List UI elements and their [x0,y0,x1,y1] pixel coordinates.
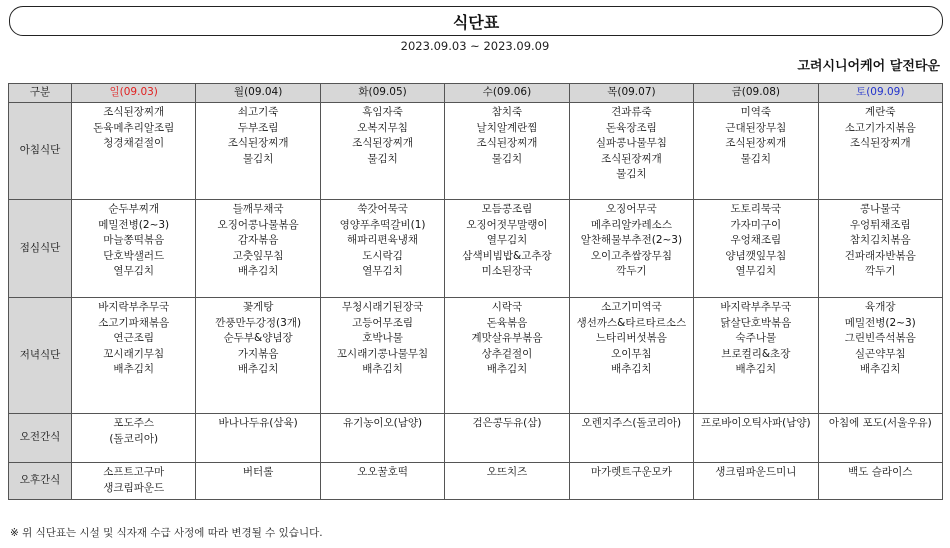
menu-item: 우엉채조림 [730,234,782,246]
menu-cell [818,414,942,463]
menu-cell [445,103,569,200]
menu-item: 조식된장찌개 [849,137,911,149]
menu-item: 돈육장조림 [606,121,657,134]
menu-item: 배추김치 [237,363,279,375]
menu-item: 순두부찌개 [108,203,160,215]
meal-label: 저녁식단 [9,298,72,414]
menu-item: 조식된장찌개 [600,152,662,165]
menu-cell [694,414,818,463]
menu-item: 상추겉절이 [481,347,533,360]
menu-cell [694,298,818,414]
menu-item: 숙주나물 [735,332,777,344]
menu-item: 계란죽 [865,106,896,118]
menu-item: 생크림파운드미니 [715,466,797,478]
menu-item: 도토리묵국 [730,203,782,215]
menu-item: 미역죽 [740,106,772,118]
menu-item: 물김치 [367,152,398,165]
menu-item: 들깨무채국 [232,203,284,215]
menu-item: 깍두기 [616,265,647,277]
menu-item: 우엉튀채조림 [849,218,911,231]
menu-item: 깐풍만두강정(3개) [215,316,302,329]
menu-item: 버터롤 [242,466,274,478]
menu-item: 두부조림 [237,121,279,134]
menu-item: 꽃게탕 [242,301,274,313]
menu-item: 배추김치 [486,363,528,375]
menu-item: 도시락김 [362,249,403,262]
menu-item: 소고기미역국 [600,301,662,313]
menu-cell [72,463,196,500]
menu-cell [196,298,320,414]
menu-cell [445,463,569,500]
menu-item: 느타리버섯볶음 [595,332,667,344]
menu-item: 포도주스 [113,417,154,429]
header-row [9,84,943,103]
menu-item: 오징어콩나물볶음 [217,218,299,231]
day-header [196,84,320,103]
menu-item: 흑임자죽 [362,106,403,118]
day-header [72,84,196,103]
menu-item: 모듬콩조림 [481,203,533,215]
dinner-row [9,298,943,414]
menu-item: 참치김치볶음 [849,234,911,246]
day-mark: 수 [482,86,493,99]
afternoon-snack-row [9,463,943,500]
menu-item: 건파래자반볶음 [844,249,916,262]
menu-cell [72,414,196,463]
menu-title-text: 식단표 [452,12,500,32]
menu-period: 2023.09.03 ~ 2023.09.09 [400,39,550,53]
day-mark: 일 [109,86,120,99]
menu-item: 육개장 [865,301,896,313]
menu-item: 열무김치 [486,234,528,246]
menu-item: 돈육메추리알조림 [93,121,175,134]
menu-item: 생크림파운드 [103,481,165,494]
menu-item: 소고기파채볶음 [98,316,170,329]
menu-item: 메밀전병(2~3) [98,218,170,231]
menu-item: 콩나물국 [859,203,901,215]
menu-cell [72,298,196,414]
menu-cell [320,414,444,463]
menu-item: 순두부&양념장 [223,332,293,344]
menu-item: 무청시래기된장국 [341,301,424,313]
menu-item: 열무김치 [113,265,154,277]
menu-item: 조식된장찌개 [476,137,538,149]
menu-item: 프로바이오틱사파(남양) [701,417,811,429]
menu-item: 메밀전병(2~3) [844,316,916,329]
day-mark: 화 [358,86,369,99]
menu-item: 삼색비빔밥&고추장 [462,249,552,262]
menu-item: 오렌지주스(돌코리아) [581,417,682,429]
menu-cell [569,103,693,200]
menu-item: 배추김치 [735,363,777,375]
day-header [694,84,818,103]
day-date: (09.06) [492,86,532,99]
menu-title [9,6,943,36]
menu-item: 그린빈즉석볶음 [844,332,916,344]
menu-item: 배추김치 [113,363,154,375]
menu-item: 닭살단호박볶음 [720,316,792,329]
day-date: (09.05) [368,86,407,99]
day-mark: 월 [233,86,245,99]
menu-item: 백도 슬라이스 [848,466,913,478]
menu-item: 조식된장찌개 [352,137,413,149]
day-date: (09.07) [617,86,656,99]
menu-item: 날치알계란찜 [476,121,538,134]
menu-item: 오징어젓무말랭이 [466,218,548,231]
menu-item: 바나나두유(삼육) [218,417,298,429]
menu-item: 열무김치 [362,265,403,277]
menu-item: 조식된장찌개 [103,106,165,118]
menu-item: 연근조림 [113,332,154,344]
menu-cell [196,463,320,500]
day-mark: 토 [856,86,867,99]
meal-label: 점심식단 [9,200,72,298]
menu-item: 조식된장찌개 [725,137,787,149]
menu-item: 물김치 [616,168,647,180]
menu-item: 가자미구이 [730,218,782,231]
menu-item: 고춧잎무침 [232,249,284,262]
breakfast-row [9,103,943,200]
menu-item: 유기농이오(남양) [342,417,423,429]
menu-cell [445,200,569,298]
menu-cell [196,414,320,463]
menu-cell [320,298,444,414]
menu-item: 실곤약무침 [854,347,906,360]
day-header [569,84,693,103]
menu-item: 해파리편육냉채 [347,234,419,246]
menu-cell [320,200,444,298]
corner-header: 구분 [9,84,72,103]
meal-label: 오전간식 [9,414,72,463]
menu-item: 조식된장찌개 [227,137,289,149]
menu-item: 실파콩나물무침 [595,137,667,149]
menu-item: 양념깻잎무침 [725,249,787,262]
menu-item: 소고기가지볶음 [844,121,916,134]
morning-snack-row [9,414,943,463]
menu-item: 배추김치 [362,363,403,375]
menu-cell [320,103,444,200]
menu-item: 오징어무국 [606,203,657,215]
menu-item: 꼬시래기콩나물무침 [336,347,429,360]
day-date: (09.03) [119,86,158,99]
organization-name: 고려시니어케어 달전타운 [797,59,940,74]
menu-cell [196,200,320,298]
menu-cell [818,463,942,500]
day-mark: 금 [731,86,742,99]
menu-item: 깍두기 [865,265,896,277]
menu-item: 배추김치 [611,363,652,375]
menu-item: 생선까스&타르타르소스 [576,316,687,329]
menu-item: 가지볶음 [237,347,279,360]
menu-item: 오이무침 [611,347,652,360]
day-header [320,84,444,103]
day-header [818,84,942,103]
menu-item: 계맛살유부볶음 [471,332,543,344]
menu-cell [196,103,320,200]
weekly-menu-table [8,83,943,500]
menu-cell [694,200,818,298]
menu-cell [72,200,196,298]
menu-item: 오복지무침 [357,121,408,134]
menu-item: 참치죽 [491,106,523,118]
menu-item: 감자볶음 [237,234,279,246]
menu-item: 꼬시래기무침 [103,347,165,360]
menu-item: 배추김치 [237,265,279,277]
menu-cell [569,414,693,463]
menu-cell [569,298,693,414]
menu-item: 마가렛트구운모카 [590,466,672,478]
menu-cell [569,463,693,500]
menu-note: ※ 위 식단표는 시설 및 식자재 수급 사정에 따라 변경될 수 있습니다. [10,527,323,539]
menu-cell [818,200,942,298]
menu-item: 알찬해물부추전(2~3) [580,234,683,246]
menu-cell [445,298,569,414]
menu-item: 영양푸추떡갈비(1) [339,218,426,231]
meal-label: 오후간식 [9,463,72,500]
menu-cell [818,103,942,200]
menu-item: 바지락부추무국 [98,301,170,313]
menu-item: 돈육볶음 [486,316,528,329]
menu-item: 고등어무조림 [352,316,413,329]
menu-cell [694,463,818,500]
menu-item: 오오꿀호떡 [357,466,408,478]
menu-cell [694,103,818,200]
menu-cell [72,103,196,200]
menu-item: 소프트고구마 [103,466,165,478]
menu-item: 근대된장무침 [725,121,787,134]
menu-item: 물김치 [242,152,274,165]
menu-item: 청경채겉절이 [103,137,165,149]
menu-cell [569,200,693,298]
menu-cell [445,414,569,463]
menu-item: 단호박샐러드 [103,249,165,262]
menu-item: 오뜨치즈 [486,466,528,478]
menu-item: 호박나물 [362,332,403,344]
menu-cell [818,298,942,414]
menu-item: 쑥갓어묵국 [357,203,408,215]
menu-item: 물김치 [491,152,523,165]
menu-item: 바지락부추무국 [720,301,792,313]
menu-item: 메추리알카레소스 [590,218,672,231]
menu-item: 물김치 [740,152,772,165]
meal-label: 아침식단 [9,103,72,200]
menu-item: 오이고추쌈장무침 [590,249,672,262]
day-header [445,84,569,103]
menu-item: 쇠고기죽 [237,106,279,118]
day-mark: 목 [607,86,618,99]
menu-item: 마늘쫑떡볶음 [103,234,165,246]
menu-item: 시락국 [491,301,523,313]
menu-item: 미소된장국 [481,265,533,277]
lunch-row [9,200,943,298]
menu-item: 검은콩두유(삼) [472,417,542,429]
menu-item: 아침에 포도(서울우유) [828,417,932,429]
menu-item: 열무김치 [735,265,777,277]
menu-item: 배추김치 [859,363,901,375]
menu-item: 브로컬리&초장 [721,347,791,360]
day-date: (09.04) [244,86,283,99]
menu-item: (돌코리아) [109,432,159,445]
menu-cell [320,463,444,500]
day-date: (09.09) [866,86,905,99]
menu-item: 견과류죽 [611,106,652,118]
day-date: (09.08) [741,86,781,99]
